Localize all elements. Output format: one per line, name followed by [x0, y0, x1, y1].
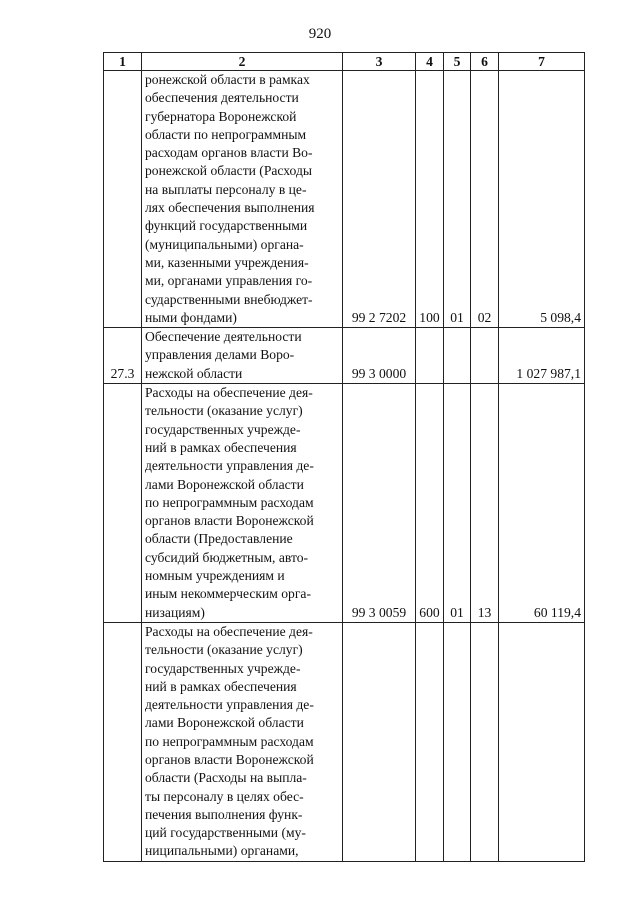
subsection-code: 02: [471, 71, 499, 328]
table-row: [104, 71, 585, 328]
expense-type-code: [416, 328, 444, 384]
section-code: [444, 622, 471, 861]
expense-type-code: 600: [416, 384, 444, 623]
column-header: 2: [142, 53, 343, 71]
subsection-code: [471, 622, 499, 861]
table-row: [104, 328, 585, 384]
column-header: 3: [343, 53, 416, 71]
row-number: 27.3: [104, 328, 142, 384]
column-header: 6: [471, 53, 499, 71]
column-header: 1: [104, 53, 142, 71]
column-header: 5: [444, 53, 471, 71]
section-code: [444, 328, 471, 384]
budget-table: [103, 52, 585, 862]
budget-code: 99 2 7202: [343, 71, 416, 328]
budget-code: 99 3 0000: [343, 328, 416, 384]
column-header: 4: [416, 53, 444, 71]
amount: [499, 622, 585, 861]
amount: 60 119,4: [499, 384, 585, 623]
budget-code: [343, 622, 416, 861]
budget-code: 99 3 0059: [343, 384, 416, 623]
header-row: [104, 53, 585, 71]
row-number: [104, 622, 142, 861]
table-row: [104, 384, 585, 623]
row-description: Расходы на обеспечение дея- тельности (оказание услуг) государственных учрежде- ний в рамках обеспечения деятельности управления де- лами Воронежской области по непрограммным расходам органов власти Воронежской области (Предоставление субсидий бюджетным, авто- номным учреждениям и иным некоммерческим орга- низациям): [142, 384, 343, 623]
table-row: [104, 622, 585, 861]
row-number: [104, 71, 142, 328]
section-code: 01: [444, 384, 471, 623]
amount: 1 027 987,1: [499, 328, 585, 384]
subsection-code: [471, 328, 499, 384]
row-description: Расходы на обеспечение дея- тельности (оказание услуг) государственных учрежде- ний в рамках обеспечения деятельности управления де- лами Воронежской области по непрограммным расходам органов власти Воронежской области (Расходы на выпла- ты персоналу в целях обес- печения выполнения функ- ций государственными (му- ниципальными) органами,: [142, 622, 343, 861]
expense-type-code: 100: [416, 71, 444, 328]
column-header: 7: [499, 53, 585, 71]
section-code: 01: [444, 71, 471, 328]
page-number: 920: [308, 26, 332, 42]
row-number: [104, 384, 142, 623]
row-description: ронежской области в рамках обеспечения деятельности губернатора Воронежской области по непрограммным расходам органов власти Во- ронежской области (Расходы на выплаты персоналу в це- лях обеспечения выполнения функций государственными (муниципальными) органа- ми, казенными учреждения- ми, органами управления го- сударственными внебюджет- ными фондами): [142, 71, 343, 328]
subsection-code: 13: [471, 384, 499, 623]
expense-type-code: [416, 622, 444, 861]
row-description: Обеспечение деятельности управления делами Воро- нежской области: [142, 328, 343, 384]
amount: 5 098,4: [499, 71, 585, 328]
